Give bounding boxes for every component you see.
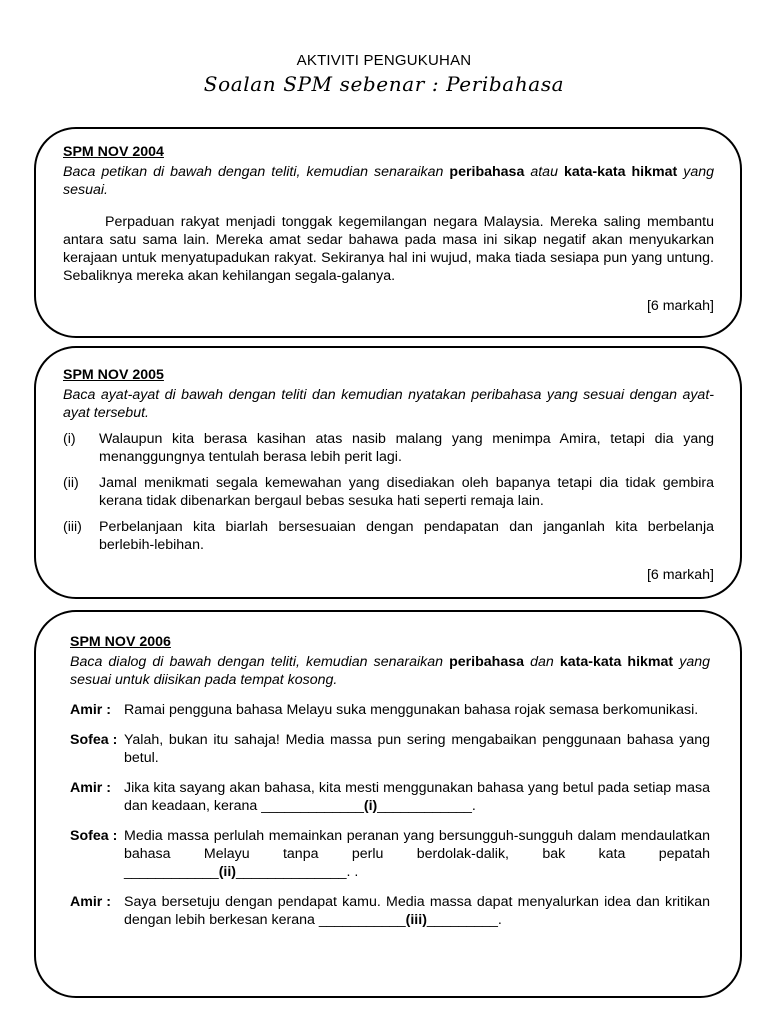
list-item xyxy=(63,518,714,554)
dialogue-text: Media massa perlulah memainkan peranan yang bersungguh-sungguh dalam mendaulatkan bahasa Melayu tanpa perlu berdolak-dalik, bak kata pepatah ____________(ii)______________. . xyxy=(124,828,710,880)
question-box-2005 xyxy=(34,346,742,599)
answer-blank-i: _____________(i)____________. xyxy=(261,798,476,814)
answer-blank-iii: ___________(iii)_________. xyxy=(318,912,502,928)
item-number: (ii) xyxy=(63,475,79,491)
list-item xyxy=(63,474,714,510)
marks-2004: [6 markah] xyxy=(646,298,714,314)
dialogue-line xyxy=(70,731,710,767)
item-text: Perbelanjaan kita biarlah bersesuaian dengan pendapatan dan janganlah kita berbelanja berlebih-lebihan. xyxy=(99,519,714,553)
item-text: Walaupun kita berasa kasihan atas nasib malang yang menimpa Amira, tetapi dia yang menanggungnya tentulah berasa lebih perit lagi. xyxy=(99,431,714,465)
instruction-2005: Baca ayat-ayat di bawah dengan teliti dan kemudian nyatakan peribahasa yang sesuai dengan ayat-ayat tersebut. xyxy=(63,387,714,421)
item-text: Jamal menikmati segala kemewahan yang disediakan oleh bapanya tetapi dia tidak gembira kerana tidak dibenarkan bergaul bebas sesuka hati seperti remaja lain. xyxy=(99,475,714,509)
dialogue-line xyxy=(70,779,710,815)
dialogue-text: Yalah, bukan itu sahaja! Media massa pun sering mengabaikan penggunaan bahasa yang betul. xyxy=(124,732,710,766)
marks-2005: [6 markah] xyxy=(646,567,714,583)
dialogue-text: Jika kita sayang akan bahasa, kita mesti menggunakan bahasa yang betul pada setiap masa dan keadaan, kerana _____________(i)____________. xyxy=(124,780,710,814)
dialogue-text: Saya bersetuju dengan pendapat kamu. Media massa dapat menyalurkan idea dan kritikan dengan lebih berkesan kerana ___________(iii)_________. xyxy=(124,894,710,928)
instruction-2006: Baca dialog di bawah dengan teliti, kemudian senaraikan peribahasa dan kata-kata hikmat yang sesuai untuk diisikan pada tempat kosong. xyxy=(70,654,710,688)
speaker-label: Sofea : xyxy=(70,732,118,748)
answer-blank-ii: ____________(ii)______________. . xyxy=(124,864,359,880)
dialogue-line xyxy=(70,893,710,929)
dialogue-text: Ramai pengguna bahasa Melayu suka menggunakan bahasa rojak semasa berkomunikasi. xyxy=(124,702,699,718)
instruction-2004: Baca petikan di bawah dengan teliti, kemudian senaraikan peribahasa atau kata-kata hikmat yang sesuai. xyxy=(63,164,714,198)
item-number: (iii) xyxy=(63,519,82,535)
speaker-label: Amir : xyxy=(70,702,111,718)
speaker-label: Amir : xyxy=(70,780,111,796)
passage-2004: Perpaduan rakyat menjadi tonggak kegemilangan negara Malaysia. Mereka saling membantu antara satu sama lain. Mereka amat sedar bahawa pada masa ini sikap negatif akan menyukarkan kerajaan untuk menyatupadukan rakyat. Sekiranya hal ini wujud, maka tiada sesiapa pun yang untung. Sebaliknya mereka akan kehilangan segala-galanya. xyxy=(63,214,714,284)
dialogue-line xyxy=(70,827,710,881)
item-number: (i) xyxy=(63,431,76,447)
dialogue-line xyxy=(70,701,710,719)
speaker-label: Amir : xyxy=(70,894,111,910)
page-subtitle: Soalan SPM sebenar : Peribahasa xyxy=(203,72,565,96)
page-title: AKTIVITI PENGUKUHAN xyxy=(296,52,472,69)
question-box-2004 xyxy=(34,127,742,338)
list-item xyxy=(63,430,714,466)
question-box-2006 xyxy=(34,610,742,998)
section-heading-2005: SPM NOV 2005 xyxy=(63,367,164,383)
speaker-label: Sofea : xyxy=(70,828,118,844)
section-heading-2004: SPM NOV 2004 xyxy=(63,144,164,160)
section-heading-2006: SPM NOV 2006 xyxy=(70,634,171,650)
